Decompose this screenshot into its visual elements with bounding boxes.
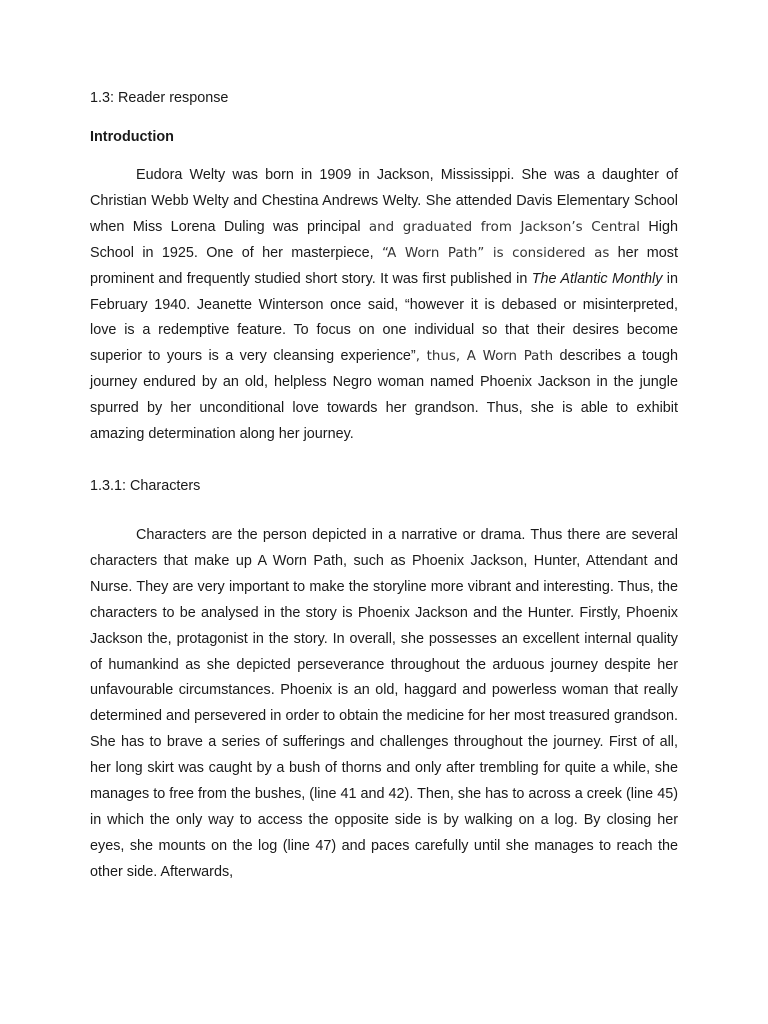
characters-paragraph: Characters are the person depicted in a narrative or drama. Thus there are several characters that make up A Worn Path, such as Phoenix Jackson, Hunter, Attendant and Nurse. They are very important to make the storyline more vibrant and interesting. Thus, the characters to be analysed in the story is Phoenix Jackson and the Hunter. Firstly, Phoenix Jackson the, protagonist in the story. In overall, she possesses an excellent internal quality of humankind as she depicted perseverance throughout the arduous journey despite her unfavourable circumstances. Phoenix is an old, haggard and powerless woman that really determined and persevered in order to obtain the medicine for her most treasured grandson. She has to brave a series of sufferings and challenges throughout the journey. First of all, her long skirt was caught by a bush of thorns and only after trembling for quite a while, she manages to free from the bushes, (line 41 and 42). Then, she has to across a creek (line 45) in which the only way to access the opposite side is by walking on a log. By closing her eyes, she mounts on the log (line 47) and paces carefully until she manages to reach the other side. Afterwards,: [90, 526, 678, 880]
document-page: [90, 86, 678, 886]
introduction-title: Introduction: [90, 129, 174, 145]
intro-text-3: High School in 1925. One of her masterpiece,: [90, 218, 678, 261]
characters-heading: 1.3.1: Characters: [90, 477, 201, 494]
intro-text-5: her most prominent and frequently studied short story. It was first published in: [90, 244, 678, 287]
section-heading: 1.3: Reader response: [90, 90, 229, 106]
journal-title: The Atlantic Monthly: [531, 270, 663, 287]
intro-text-7: in February 1940. Jeanette Winterson once said, “however it is debased or misinterpreted, love is a redemptive feature. To focus on one individual so that their desires become superior to yours is a very cleansing experience”: [90, 270, 678, 365]
intro-text-8: , thus, A Worn Path: [415, 349, 554, 365]
intro-text-4: “A Worn Path” is considered as: [381, 245, 610, 261]
intro-text-2: and graduated from Jackson’s Central: [368, 219, 641, 235]
intro-text-1: Eudora Welty was born in 1909 in Jackson, Mississippi. She was a daughter of Christian Webb Welty and Chestina Andrews Welty. She attended Davis Elementary School when Miss Lorena Duling was principal: [90, 167, 678, 235]
intro-text-9: describes a tough journey endured by an old, helpless Negro woman named Phoenix Jackson in the jungle spurred by her unconditional love towards her grandson. Thus, she is able to exhibit amazing determination along her journey.: [90, 348, 678, 443]
introduction-paragraph: [90, 163, 678, 448]
